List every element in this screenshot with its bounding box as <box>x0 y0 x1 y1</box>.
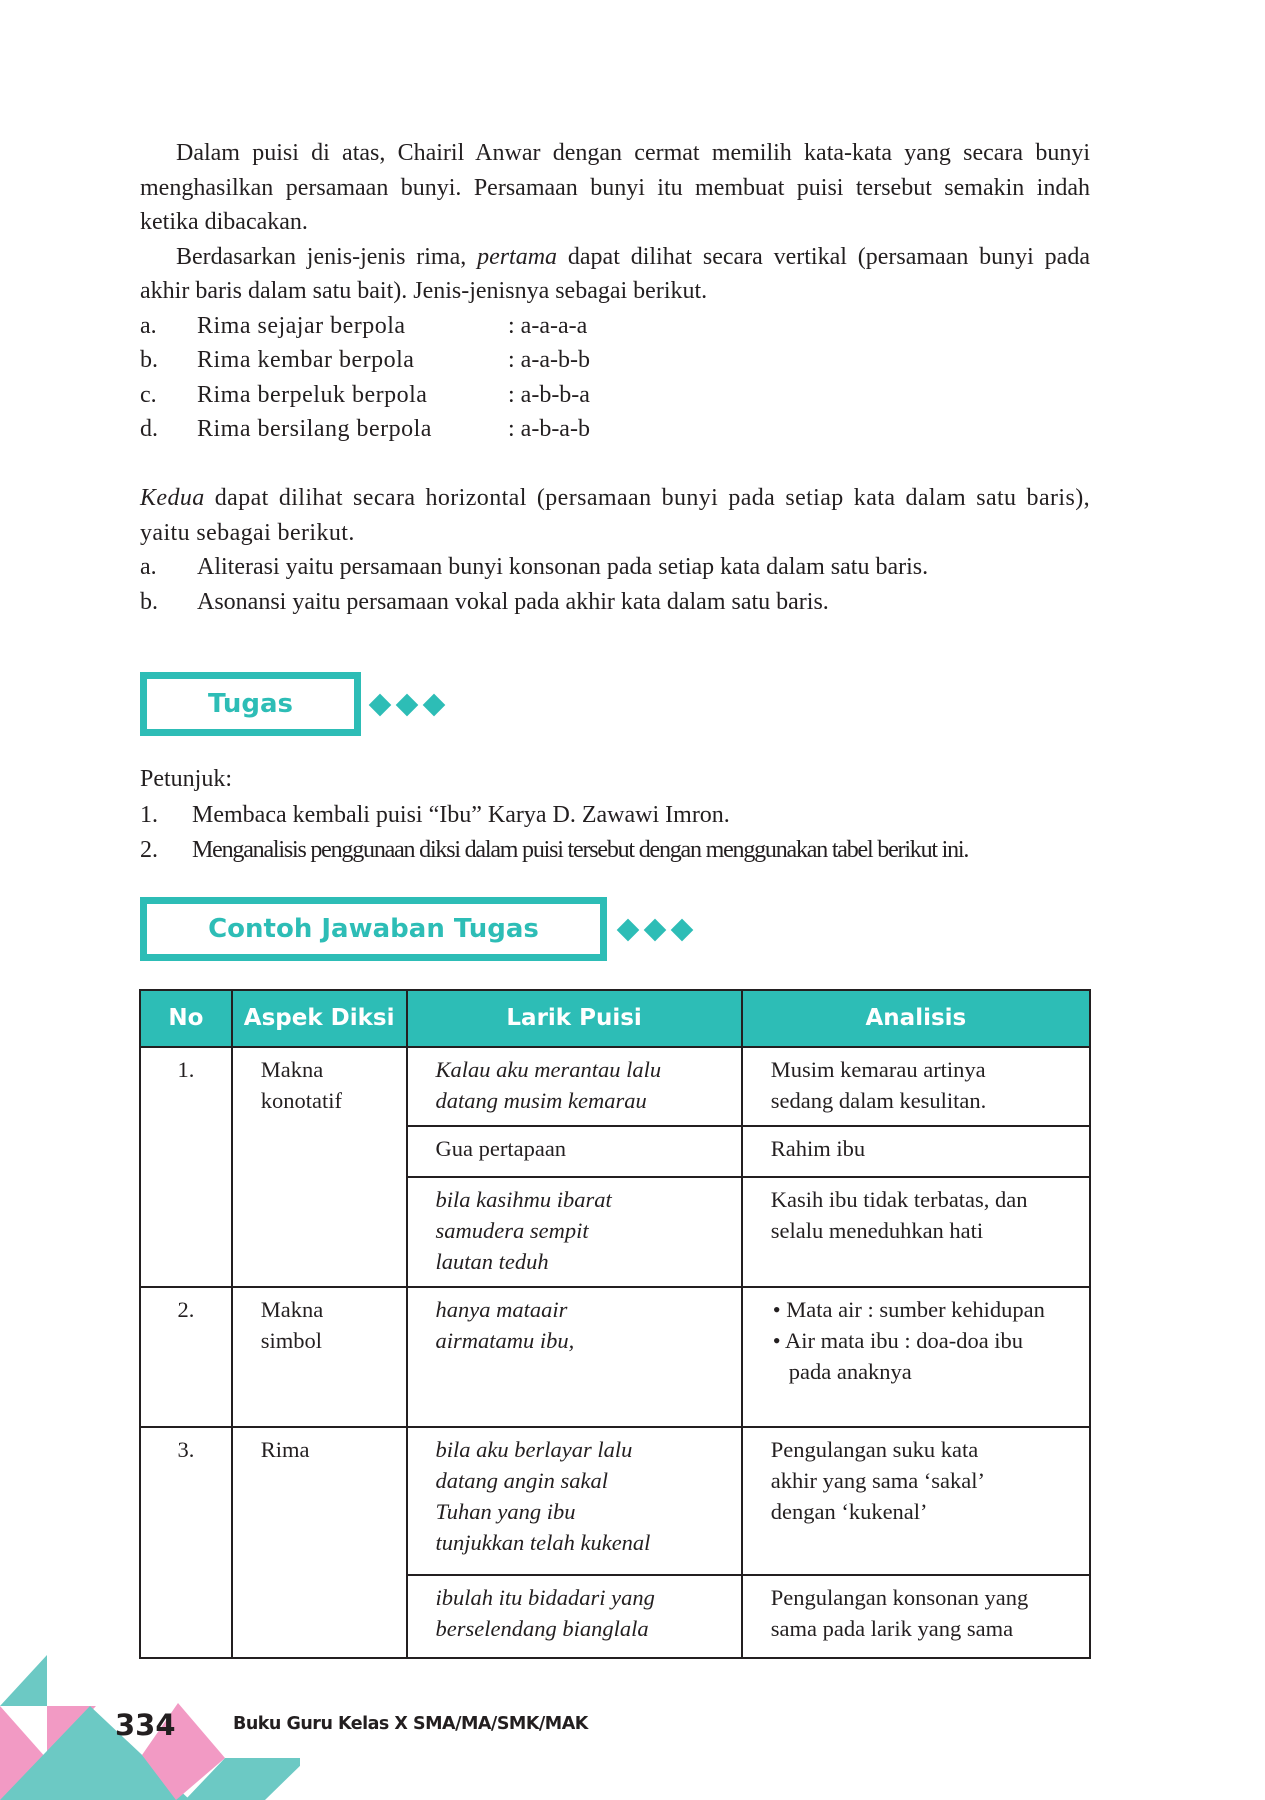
line: datang angin sakal <box>435 1468 608 1493</box>
line: Rahim ibu <box>770 1136 866 1161</box>
line: dengan ‘kukenal’ <box>770 1499 928 1524</box>
text: Menganalisis penggunaan diksi dalam puisi tersebut dengan menggunakan tabel berikut ini. <box>192 837 969 863</box>
emphasis: pertama <box>477 243 558 270</box>
marker: b. <box>140 588 158 615</box>
cell-no: 1. <box>140 1047 232 1126</box>
header-larik: Larik Puisi <box>407 990 742 1047</box>
line: Pengulangan konsonan yang <box>770 1585 1029 1610</box>
cell-no: 3. <box>140 1427 232 1575</box>
text: Berdasarkan jenis-jenis rima, <box>176 243 478 270</box>
line: Musim kemarau artinya <box>770 1057 986 1082</box>
table-row <box>140 1047 1090 1126</box>
cell-analisis <box>742 1287 1090 1427</box>
label: Rima sejajar berpola <box>197 312 406 339</box>
line: samudera sempit <box>435 1218 589 1243</box>
paragraph-2 <box>140 240 1090 309</box>
table-header <box>140 990 1090 1047</box>
marker: d. <box>140 416 158 442</box>
pattern: : a-b-a-b <box>508 416 590 442</box>
cell-analisis <box>742 1575 1090 1658</box>
list-item <box>140 412 1090 447</box>
line: Rima <box>260 1437 310 1462</box>
text: dapat dilihat secara horizontal (persamaan bunyi pada setiap kata dalam satu baris), yaitu sebagai berikut. <box>140 485 1090 546</box>
line: lautan teduh <box>435 1249 549 1274</box>
line: sama pada larik yang sama <box>770 1616 1014 1641</box>
marker: 1. <box>140 801 158 828</box>
table-row <box>140 1287 1090 1427</box>
diamonds-decoration <box>620 922 690 938</box>
body-text <box>140 136 1090 619</box>
petunjuk-section <box>140 762 1100 869</box>
bullet-item: • Air mata ibu : doa-doa ibu pada anaknya <box>772 1328 1024 1384</box>
line: konotatif <box>260 1088 342 1113</box>
cell-aspek <box>232 1287 407 1427</box>
line: Kalau aku merantau lalu <box>435 1057 662 1082</box>
cell-aspek <box>232 1427 407 1575</box>
line: Makna <box>260 1057 324 1082</box>
line: datang musim kemarau <box>435 1088 647 1113</box>
line: airmatamu ibu, <box>435 1328 575 1353</box>
rima-list <box>140 309 1090 447</box>
cell-larik <box>407 1047 742 1126</box>
pattern: : a-b-b-a <box>508 381 590 408</box>
cell-larik <box>407 1575 742 1658</box>
label: Rima bersilang berpola <box>197 416 432 442</box>
table-row <box>140 1427 1090 1575</box>
paragraph-1: Dalam puisi di atas, Chairil Anwar dengan cermat memilih kata-kata yang secara bunyi menghasilkan persamaan bunyi. Persamaan bunyi itu membuat puisi tersebut semakin indah ketika dibacakan. <box>140 140 1090 235</box>
step-item <box>140 798 1100 834</box>
marker: c. <box>140 381 157 408</box>
cell-larik <box>407 1177 742 1287</box>
contoh-heading <box>140 897 607 961</box>
cell-larik <box>407 1427 742 1575</box>
line: hanya mataair <box>435 1297 568 1322</box>
list-item <box>140 585 1090 620</box>
line: tunjukkan telah kukenal <box>435 1530 651 1555</box>
list-item <box>140 378 1090 413</box>
line: sedang dalam kesulitan. <box>770 1088 987 1113</box>
text: Membaca kembali puisi “Ibu” Karya D. Zawawi Imron. <box>192 801 730 828</box>
marker: b. <box>140 347 158 373</box>
text: Aliterasi yaitu persamaan bunyi konsonan pada setiap kata dalam satu baris. <box>197 554 929 580</box>
step-item <box>140 833 1100 869</box>
book-title: Buku Guru Kelas X SMA/MA/SMK/MAK <box>233 1714 588 1734</box>
header-no: No <box>140 990 232 1047</box>
page-number: 334 <box>115 1708 176 1742</box>
line: bila kasihmu ibarat <box>435 1187 612 1212</box>
line: berselendang bianglala <box>435 1616 649 1641</box>
list-item <box>140 309 1090 344</box>
line: Kasih ibu tidak terbatas, dan <box>770 1187 1028 1212</box>
label: Rima berpeluk berpola <box>197 381 428 408</box>
tangram-triangle <box>0 1655 47 1706</box>
list-item <box>140 343 1090 378</box>
line: bila aku berlayar lalu <box>435 1437 633 1462</box>
header-analisis: Analisis <box>742 990 1090 1047</box>
cell-analisis <box>742 1047 1090 1126</box>
table-row <box>140 1177 1090 1287</box>
line: Tuhan yang ibu <box>435 1499 576 1524</box>
analysis-table <box>139 989 1091 1659</box>
line: Gua pertapaan <box>435 1136 567 1161</box>
heading-text: Contoh Jawaban Tugas <box>208 914 539 944</box>
text: Asonansi yaitu persamaan vokal pada akhir kata dalam satu baris. <box>197 588 829 615</box>
marker: a. <box>140 312 157 339</box>
petunjuk-label: Petunjuk: <box>140 766 233 792</box>
line: simbol <box>260 1328 323 1353</box>
list-item <box>140 550 1090 585</box>
emphasis: Kedua <box>140 485 205 511</box>
heading-text: Tugas <box>207 689 294 719</box>
tugas-heading <box>140 672 361 736</box>
paragraph-3 <box>140 481 1090 550</box>
line: ibulah itu bidadari yang <box>435 1585 655 1610</box>
line: Pengulangan suku kata <box>770 1437 979 1462</box>
line: akhir yang sama ‘sakal’ <box>770 1468 986 1493</box>
line: Makna <box>260 1297 324 1322</box>
diamonds-decoration <box>372 697 442 713</box>
marker: a. <box>140 554 157 580</box>
table-row <box>140 1575 1090 1658</box>
pattern: : a-a-b-b <box>508 347 590 373</box>
cell-analisis <box>742 1177 1090 1287</box>
text: dapat dilihat secara vertikal (persamaan bunyi pada akhir baris dalam satu bait). Jenis-jenisnya sebagai berikut. <box>140 243 1090 304</box>
cell-aspek <box>232 1047 407 1126</box>
cell-analisis <box>742 1126 1090 1177</box>
marker: 2. <box>140 837 158 863</box>
header-aspek: Aspek Diksi <box>232 990 407 1047</box>
cell-larik <box>407 1287 742 1427</box>
pattern: : a-a-a-a <box>508 312 588 339</box>
cell-no: 2. <box>140 1287 232 1427</box>
label: Rima kembar berpola <box>197 347 415 373</box>
cell-analisis <box>742 1427 1090 1575</box>
table-row <box>140 1126 1090 1177</box>
bullet-item: • Mata air : sumber kehidupan <box>772 1297 1045 1322</box>
line: selalu meneduhkan hati <box>770 1218 984 1243</box>
cell-larik <box>407 1126 742 1177</box>
